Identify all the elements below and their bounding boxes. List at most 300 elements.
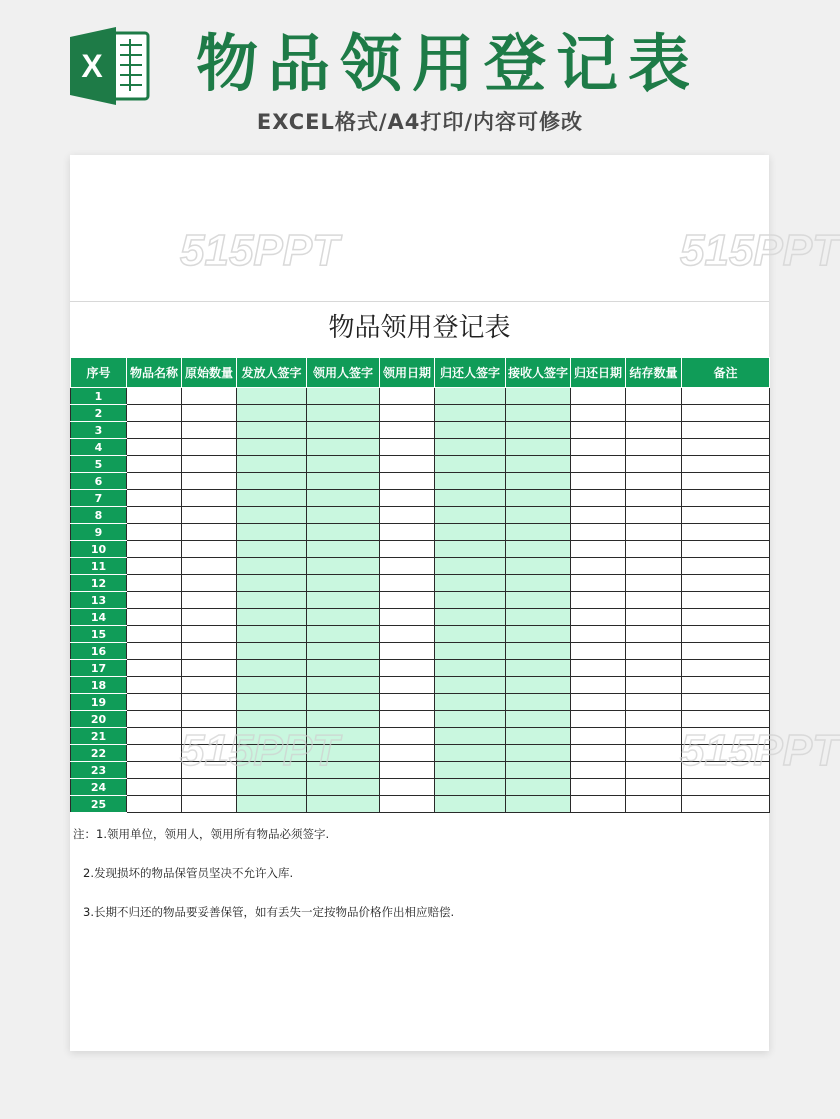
table-cell[interactable]: [435, 728, 506, 745]
table-cell[interactable]: [571, 660, 626, 677]
row-number: 20: [71, 711, 127, 728]
table-cell[interactable]: [127, 609, 182, 626]
table-cell[interactable]: [682, 626, 770, 643]
table-cell[interactable]: [626, 694, 682, 711]
table-cell[interactable]: [127, 592, 182, 609]
table-cell[interactable]: [127, 575, 182, 592]
row-number: 21: [71, 728, 127, 745]
column-header: 接收人签字: [506, 358, 571, 388]
table-cell[interactable]: [307, 626, 380, 643]
row-number: 19: [71, 694, 127, 711]
table-cell[interactable]: [435, 507, 506, 524]
table-cell[interactable]: [435, 745, 506, 762]
table-cell[interactable]: [682, 541, 770, 558]
table-cell[interactable]: [127, 473, 182, 490]
table-cell[interactable]: [237, 524, 307, 541]
page-header: [0, 0, 840, 150]
table-row: [71, 422, 770, 439]
table-cell[interactable]: [237, 609, 307, 626]
table-cell[interactable]: [380, 762, 435, 779]
row-number: 17: [71, 660, 127, 677]
table-cell[interactable]: [237, 558, 307, 575]
note-1: 注：1.领用单位，领用人，领用所有物品必须签字.: [73, 827, 330, 841]
table-cell[interactable]: [682, 524, 770, 541]
table-cell[interactable]: [380, 592, 435, 609]
table-cell[interactable]: [237, 473, 307, 490]
watermark: [680, 725, 839, 775]
table-cell[interactable]: [435, 643, 506, 660]
table-cell[interactable]: [182, 507, 237, 524]
table-cell[interactable]: [182, 422, 237, 439]
table-cell[interactable]: [682, 643, 770, 660]
table-cell[interactable]: [380, 660, 435, 677]
table-cell[interactable]: [571, 524, 626, 541]
row-number: 11: [71, 558, 127, 575]
table-cell[interactable]: [506, 643, 571, 660]
table-cell[interactable]: [571, 473, 626, 490]
table-cell[interactable]: [237, 507, 307, 524]
table-cell[interactable]: [506, 796, 571, 813]
table-cell[interactable]: [237, 660, 307, 677]
table-row: [71, 439, 770, 456]
table-cell[interactable]: [237, 779, 307, 796]
table-cell[interactable]: [127, 507, 182, 524]
table-cell[interactable]: [380, 575, 435, 592]
register-table: [70, 357, 770, 813]
table-row: [71, 779, 770, 796]
table-cell[interactable]: [380, 779, 435, 796]
table-cell[interactable]: [571, 728, 626, 745]
table-cell[interactable]: [682, 405, 770, 422]
table-cell[interactable]: [380, 796, 435, 813]
table-cell[interactable]: [571, 507, 626, 524]
table-row: [71, 694, 770, 711]
table-cell[interactable]: [182, 626, 237, 643]
table-cell[interactable]: [182, 490, 237, 507]
table-cell[interactable]: [571, 541, 626, 558]
table-cell[interactable]: [435, 609, 506, 626]
table-cell[interactable]: [182, 575, 237, 592]
table-cell[interactable]: [626, 456, 682, 473]
table-row: [71, 473, 770, 490]
table-cell[interactable]: [237, 575, 307, 592]
table-cell[interactable]: [682, 456, 770, 473]
table-cell[interactable]: [626, 796, 682, 813]
table-cell[interactable]: [682, 473, 770, 490]
table-cell[interactable]: [380, 405, 435, 422]
table-cell[interactable]: [237, 541, 307, 558]
table-cell[interactable]: [182, 694, 237, 711]
table-cell[interactable]: [506, 745, 571, 762]
table-cell[interactable]: [626, 660, 682, 677]
table-cell[interactable]: [506, 558, 571, 575]
table-cell[interactable]: [182, 796, 237, 813]
table-row: [71, 609, 770, 626]
table-cell[interactable]: [435, 456, 506, 473]
table-cell[interactable]: [182, 677, 237, 694]
table-cell[interactable]: [237, 626, 307, 643]
row-number: 9: [71, 524, 127, 541]
table-cell[interactable]: [571, 609, 626, 626]
table-cell[interactable]: [626, 439, 682, 456]
table-cell[interactable]: [380, 422, 435, 439]
column-header: 归还人签字: [435, 358, 506, 388]
table-cell[interactable]: [237, 439, 307, 456]
row-number: 1: [71, 388, 127, 405]
table-cell[interactable]: [571, 490, 626, 507]
table-cell[interactable]: [127, 694, 182, 711]
logo-letter: X: [81, 48, 103, 84]
table-cell[interactable]: [127, 643, 182, 660]
table-cell[interactable]: [380, 507, 435, 524]
table-cell[interactable]: [506, 422, 571, 439]
table-cell[interactable]: [237, 677, 307, 694]
table-cell[interactable]: [571, 796, 626, 813]
table-cell[interactable]: [682, 677, 770, 694]
table-cell[interactable]: [182, 473, 237, 490]
table-cell[interactable]: [182, 439, 237, 456]
table-cell[interactable]: [182, 405, 237, 422]
table-cell[interactable]: [237, 422, 307, 439]
table-cell[interactable]: [182, 456, 237, 473]
table-cell[interactable]: [127, 745, 182, 762]
row-number: 3: [71, 422, 127, 439]
page-subtitle: EXCEL格式/A4打印/内容可修改: [256, 110, 584, 134]
row-number: 25: [71, 796, 127, 813]
row-number: 13: [71, 592, 127, 609]
table-cell[interactable]: [506, 660, 571, 677]
table-cell[interactable]: [182, 558, 237, 575]
table-cell[interactable]: [127, 626, 182, 643]
table-cell[interactable]: [127, 422, 182, 439]
table-cell[interactable]: [127, 541, 182, 558]
table-cell[interactable]: [182, 524, 237, 541]
table-cell[interactable]: [506, 609, 571, 626]
table-cell[interactable]: [307, 575, 380, 592]
table-cell[interactable]: [506, 456, 571, 473]
table-cell[interactable]: [435, 524, 506, 541]
table-cell[interactable]: [307, 405, 380, 422]
table-cell[interactable]: [435, 626, 506, 643]
table-row: [71, 592, 770, 609]
table-cell[interactable]: [127, 796, 182, 813]
table-cell[interactable]: [682, 694, 770, 711]
table-cell[interactable]: [380, 456, 435, 473]
table-row: [71, 745, 770, 762]
table-cell[interactable]: [506, 490, 571, 507]
table-cell[interactable]: [571, 643, 626, 660]
table-cell[interactable]: [506, 405, 571, 422]
table-row: [71, 507, 770, 524]
table-cell[interactable]: [380, 558, 435, 575]
table-cell[interactable]: [307, 694, 380, 711]
row-number: 22: [71, 745, 127, 762]
table-cell[interactable]: [435, 541, 506, 558]
svg-text:515PPT: 515PPT: [180, 726, 339, 775]
table-cell[interactable]: [626, 609, 682, 626]
table-cell[interactable]: [571, 694, 626, 711]
table-row: [71, 524, 770, 541]
table-cell[interactable]: [435, 422, 506, 439]
watermark: [680, 225, 839, 275]
table-cell[interactable]: [435, 575, 506, 592]
table-cell[interactable]: [626, 711, 682, 728]
table-cell[interactable]: [571, 677, 626, 694]
row-number: 8: [71, 507, 127, 524]
table-cell[interactable]: [307, 541, 380, 558]
table-cell[interactable]: [571, 422, 626, 439]
table-cell[interactable]: [682, 558, 770, 575]
table-cell[interactable]: [307, 422, 380, 439]
table-cell[interactable]: [380, 626, 435, 643]
table-cell[interactable]: [435, 677, 506, 694]
table-row: [71, 388, 770, 405]
table-cell[interactable]: [380, 745, 435, 762]
row-number: 23: [71, 762, 127, 779]
row-number: 5: [71, 456, 127, 473]
table-cell[interactable]: [182, 609, 237, 626]
table-cell[interactable]: [571, 558, 626, 575]
table-cell[interactable]: [380, 490, 435, 507]
table-cell[interactable]: [307, 473, 380, 490]
table-cell[interactable]: [435, 405, 506, 422]
table-cell[interactable]: [380, 711, 435, 728]
table-cell[interactable]: [127, 439, 182, 456]
table-cell[interactable]: [435, 796, 506, 813]
table-cell[interactable]: [380, 609, 435, 626]
table-cell[interactable]: [307, 558, 380, 575]
table-cell[interactable]: [682, 507, 770, 524]
table-cell[interactable]: [571, 711, 626, 728]
table-cell[interactable]: [307, 524, 380, 541]
table-cell[interactable]: [506, 711, 571, 728]
table-cell[interactable]: [626, 592, 682, 609]
table-cell[interactable]: [626, 541, 682, 558]
table-cell[interactable]: [506, 473, 571, 490]
table-cell[interactable]: [506, 388, 571, 405]
table-cell[interactable]: [435, 694, 506, 711]
table-cell[interactable]: [237, 456, 307, 473]
table-cell[interactable]: [506, 728, 571, 745]
table-cell[interactable]: [626, 388, 682, 405]
table-cell[interactable]: [307, 507, 380, 524]
table-cell[interactable]: [571, 762, 626, 779]
table-cell[interactable]: [571, 592, 626, 609]
table-cell[interactable]: [380, 388, 435, 405]
table-cell[interactable]: [237, 643, 307, 660]
row-number: 15: [71, 626, 127, 643]
table-cell[interactable]: [571, 626, 626, 643]
table-row: [71, 728, 770, 745]
table-cell[interactable]: [307, 592, 380, 609]
table-cell[interactable]: [506, 439, 571, 456]
table-cell[interactable]: [182, 388, 237, 405]
table-cell[interactable]: [182, 592, 237, 609]
column-header: 结存数量: [626, 358, 682, 388]
row-number: 10: [71, 541, 127, 558]
row-number: 7: [71, 490, 127, 507]
column-header: 备注: [682, 358, 770, 388]
table-cell[interactable]: [571, 779, 626, 796]
table-cell[interactable]: [182, 643, 237, 660]
table-cell[interactable]: [127, 524, 182, 541]
table-cell[interactable]: [626, 558, 682, 575]
page-title: 物品领用登记表: [196, 27, 701, 100]
table-cell[interactable]: [571, 439, 626, 456]
table-cell[interactable]: [506, 694, 571, 711]
table-cell[interactable]: [380, 694, 435, 711]
column-header: 发放人签字: [237, 358, 307, 388]
column-header: 序号: [71, 358, 127, 388]
table-cell[interactable]: [626, 643, 682, 660]
table-cell[interactable]: [682, 779, 770, 796]
table-cell[interactable]: [626, 575, 682, 592]
table-cell[interactable]: [307, 456, 380, 473]
table-cell[interactable]: [307, 779, 380, 796]
table-cell[interactable]: [626, 677, 682, 694]
row-number: 14: [71, 609, 127, 626]
table-cell[interactable]: [237, 405, 307, 422]
table-cell[interactable]: [307, 609, 380, 626]
table-cell[interactable]: [682, 796, 770, 813]
table-cell[interactable]: [182, 779, 237, 796]
table-cell[interactable]: [506, 507, 571, 524]
watermark: [180, 225, 339, 275]
table-cell[interactable]: [182, 660, 237, 677]
table-cell[interactable]: [380, 643, 435, 660]
table-cell[interactable]: [435, 490, 506, 507]
table-cell[interactable]: [626, 490, 682, 507]
table-cell[interactable]: [127, 660, 182, 677]
svg-text:515PPT: 515PPT: [680, 726, 839, 775]
table-cell[interactable]: [127, 456, 182, 473]
table-cell[interactable]: [380, 524, 435, 541]
table-cell[interactable]: [682, 609, 770, 626]
row-number: 24: [71, 779, 127, 796]
table-cell[interactable]: [127, 711, 182, 728]
page-divider: [70, 301, 769, 302]
svg-text:515PPT: 515PPT: [180, 226, 339, 275]
row-number: 16: [71, 643, 127, 660]
table-cell[interactable]: [506, 541, 571, 558]
table-cell[interactable]: [380, 541, 435, 558]
table-cell[interactable]: [435, 592, 506, 609]
table-cell[interactable]: [435, 762, 506, 779]
table-cell[interactable]: [380, 677, 435, 694]
table-cell[interactable]: [435, 558, 506, 575]
table-cell[interactable]: [506, 592, 571, 609]
table-cell[interactable]: [682, 660, 770, 677]
table-cell[interactable]: [682, 592, 770, 609]
table-cell[interactable]: [506, 524, 571, 541]
table-cell[interactable]: [626, 626, 682, 643]
table-cell[interactable]: [127, 677, 182, 694]
row-number: 6: [71, 473, 127, 490]
table-cell[interactable]: [237, 490, 307, 507]
watermark: [180, 725, 339, 775]
table-cell[interactable]: [682, 575, 770, 592]
table-cell[interactable]: [380, 473, 435, 490]
table-row: [71, 762, 770, 779]
table-cell[interactable]: [626, 728, 682, 745]
table-cell[interactable]: [626, 422, 682, 439]
table-cell[interactable]: [307, 643, 380, 660]
table-cell[interactable]: [626, 473, 682, 490]
note-3: 3.长期不归还的物品要妥善保管，如有丢失一定按物品价格作出相应赔偿.: [83, 905, 455, 919]
table-cell[interactable]: [571, 745, 626, 762]
table-cell[interactable]: [435, 779, 506, 796]
table-row: [71, 456, 770, 473]
table-cell[interactable]: [682, 439, 770, 456]
row-number: 4: [71, 439, 127, 456]
table-cell[interactable]: [682, 490, 770, 507]
table-cell[interactable]: [626, 762, 682, 779]
table-cell[interactable]: [435, 660, 506, 677]
table-cell[interactable]: [307, 796, 380, 813]
table-cell[interactable]: [237, 796, 307, 813]
table-cell[interactable]: [626, 745, 682, 762]
table-cell[interactable]: [307, 439, 380, 456]
table-cell[interactable]: [571, 456, 626, 473]
table-row: [71, 626, 770, 643]
table-cell[interactable]: [307, 388, 380, 405]
table-cell[interactable]: [682, 422, 770, 439]
table-cell[interactable]: [380, 728, 435, 745]
note-2: 2.发现损坏的物品保管员坚决不允许入库.: [83, 866, 294, 880]
table-cell[interactable]: [571, 405, 626, 422]
table-cell[interactable]: [307, 660, 380, 677]
table-cell[interactable]: [435, 711, 506, 728]
document-title: 物品领用登记表: [328, 313, 511, 343]
table-cell[interactable]: [307, 677, 380, 694]
table-cell[interactable]: [237, 388, 307, 405]
table-cell[interactable]: [127, 490, 182, 507]
table-cell[interactable]: [380, 439, 435, 456]
table-cell[interactable]: [127, 388, 182, 405]
table-cell[interactable]: [626, 405, 682, 422]
table-cell[interactable]: [571, 388, 626, 405]
table-cell[interactable]: [682, 388, 770, 405]
table-cell[interactable]: [506, 779, 571, 796]
table-row: [71, 711, 770, 728]
table-cell[interactable]: [435, 388, 506, 405]
table-cell[interactable]: [307, 490, 380, 507]
svg-text:515PPT: 515PPT: [680, 226, 839, 275]
table-row: [71, 575, 770, 592]
table-cell[interactable]: [506, 626, 571, 643]
table-cell[interactable]: [571, 575, 626, 592]
row-number: 18: [71, 677, 127, 694]
table-cell[interactable]: [435, 473, 506, 490]
table-cell[interactable]: [506, 575, 571, 592]
table-cell[interactable]: [127, 762, 182, 779]
table-cell[interactable]: [626, 507, 682, 524]
table-cell[interactable]: [237, 592, 307, 609]
table-cell[interactable]: [182, 541, 237, 558]
table-cell[interactable]: [626, 524, 682, 541]
column-header: 归还日期: [571, 358, 626, 388]
table-cell[interactable]: [127, 779, 182, 796]
table-cell[interactable]: [506, 677, 571, 694]
table-cell[interactable]: [506, 762, 571, 779]
table-cell[interactable]: [127, 405, 182, 422]
table-cell[interactable]: [127, 558, 182, 575]
table-cell[interactable]: [626, 779, 682, 796]
table-cell[interactable]: [237, 694, 307, 711]
table-row: [71, 541, 770, 558]
table-cell[interactable]: [127, 728, 182, 745]
table-cell[interactable]: [435, 439, 506, 456]
